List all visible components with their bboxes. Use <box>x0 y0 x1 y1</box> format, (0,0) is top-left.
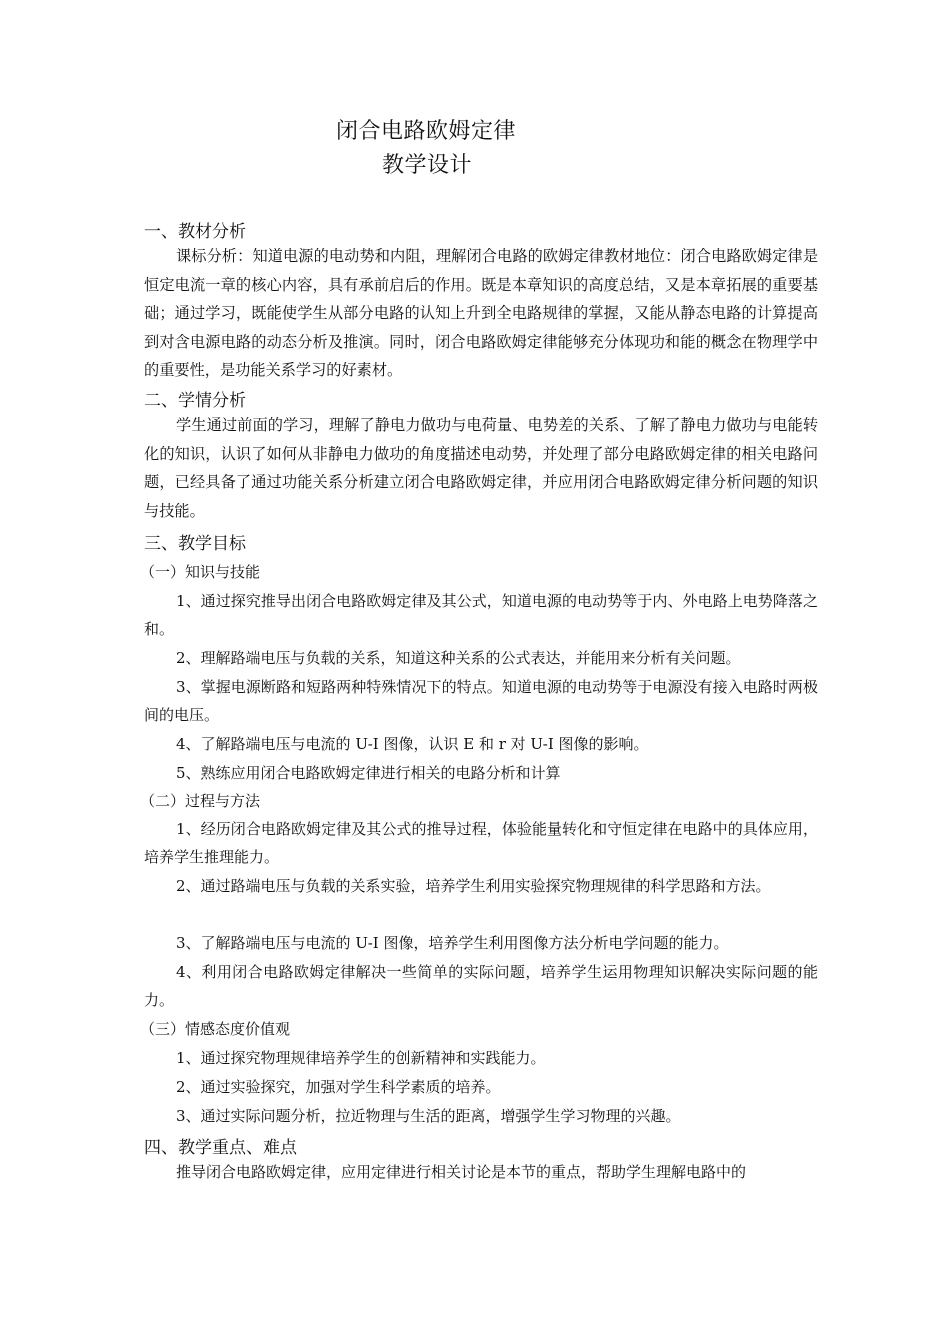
list-item: 3、通过实际问题分析，拉近物理与生活的距离，增强学生学习物理的兴趣。 <box>176 1107 681 1125</box>
section-paragraph-textbook-analysis: 课标分析：知道电源的电动势和内阻，理解闭合电路的欧姆定律教材地位：闭合电路欧姆定律是恒定电流一章的核心内容，具有承前启后的作用。既是本章知识的高度总结，又是本章拓展的重要基础；通过学习，既能使学生从部分电路的认知上升到全电路规律的掌握，又能从静态电路的计算提高到对含电源电路的动态分析及推演。同时，闭合电路欧姆定律能够充分体现功和能的概念在物理学中的重要性，是功能关系学习的好素材。 <box>144 247 818 379</box>
document-subtitle: 教学设计 <box>382 153 473 178</box>
section-paragraph-key-points: 推导闭合电路欧姆定律，应用定律进行相关讨论是本节的重点，帮助学生理解电路中的 <box>176 1163 747 1181</box>
section-heading-student-analysis: 二、学情分析 <box>144 391 246 411</box>
list-item: 4、利用闭合电路欧姆定律解决一些简单的实际问题，培养学生运用物理知识解决实际问题的能力。 <box>144 963 818 1009</box>
list-item: 3、掌握电源断路和短路两种特殊情况下的特点。知道电源的电动势等于电源没有接入电路时两极间的电压。 <box>144 678 818 724</box>
subsection-label-knowledge-skills: （一）知识与技能 <box>140 563 261 581</box>
list-item: 2、通过路端电压与负载的关系实验，培养学生利用实验探究物理规律的科学思路和方法。 <box>176 877 771 895</box>
list-item: 2、通过实验探究，加强对学生科学素质的培养。 <box>176 1078 501 1096</box>
document-title: 闭合电路欧姆定律 <box>336 119 517 144</box>
section-heading-teaching-goals: 三、教学目标 <box>144 534 246 554</box>
list-item: 1、经历闭合电路欧姆定律及其公式的推导过程，体验能量转化和守恒定律在电路中的具体应用，培养学生推理能力。 <box>144 820 818 866</box>
list-item: 1、通过探究推导出闭合电路欧姆定律及其公式，知道电源的电动势等于内、外电路上电势降落之和。 <box>144 592 818 638</box>
section-heading-textbook-analysis: 一、教材分析 <box>144 222 246 242</box>
list-item: 1、通过探究物理规律培养学生的创新精神和实践能力。 <box>176 1049 546 1067</box>
list-item: 5、熟练应用闭合电路欧姆定律进行相关的电路分析和计算 <box>176 764 561 782</box>
subsection-label-attitude-values: （三）情感态度价值观 <box>140 1020 291 1038</box>
section-heading-key-points: 四、教学重点、难点 <box>144 1138 297 1158</box>
subsection-label-process-method: （二）过程与方法 <box>140 792 261 810</box>
list-item: 2、理解路端电压与负载的关系，知道这种关系的公式表达，并能用来分析有关问题。 <box>176 649 741 667</box>
list-item: 4、了解路端电压与电流的 U-I 图像，认识 E 和 r 对 U-I 图像的影响。 <box>176 735 649 753</box>
section-paragraph-student-analysis: 学生通过前面的学习，理解了静电力做功与电荷量、电势差的关系、了解了静电力做功与电能转化的知识，认识了如何从非静电力做功的角度描述电动势，并处理了部分电路欧姆定律的相关电路问题，已经具备了通过功能关系分析建立闭合电路欧姆定律，并应用闭合电路欧姆定律分析问题的知识与技能。 <box>144 416 818 520</box>
list-item: 3、了解路端电压与电流的 U-I 图像，培养学生利用图像方法分析电学问题的能力。 <box>176 934 729 952</box>
